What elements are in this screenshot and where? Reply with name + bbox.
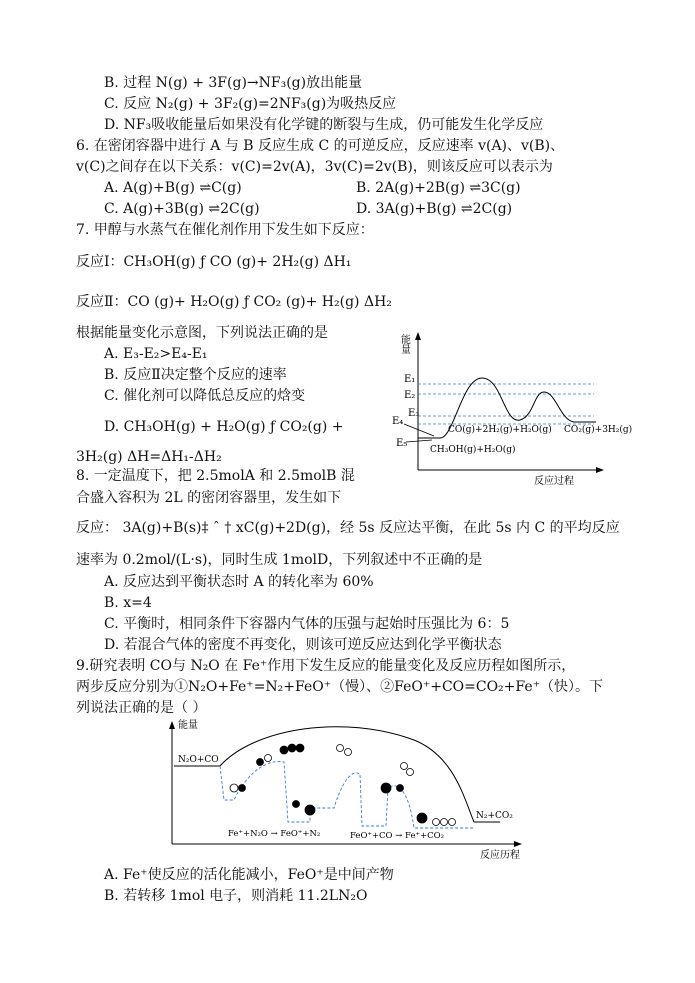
- fig1-y-label: 能量: [398, 334, 410, 354]
- q6-option-b: B. 2A(g)+2B(g) ⇌3C(g): [356, 180, 521, 196]
- q5-option-c: C. 反应 N₂(g) + 3F₂(g)=2NF₃(g)为吸热反应: [104, 96, 397, 112]
- q5-option-d: D. NF₃吸收能量后如果没有化学键的断裂与生成，仍可能发生化学反应: [104, 117, 544, 133]
- q7-option-c: C. 催化剂可以降低总反应的焓变: [104, 388, 306, 404]
- q7-question: 根据能量变化示意图，下列说法正确的是: [76, 325, 328, 341]
- q6-option-c: C. A(g)+3B(g) ⇌2C(g): [104, 201, 260, 217]
- q6-stem-line2: v(C)之间存在以下关系：v(C)=2v(A)，3v(C)=2v(B)，则该反应可以表示为: [76, 159, 553, 175]
- fig2-x-arrow: [514, 841, 522, 847]
- fig2-catalyzed-path: [220, 761, 474, 828]
- fig1-label-e2: E₂: [404, 390, 416, 401]
- q5-option-b: B. 过程 N(g) + 3F(g)→NF₃(g)放出能量: [104, 75, 363, 91]
- q8-option-c: C. 平衡时，相同条件下容器内气体的压强与起始时压强比为 6：5: [104, 616, 510, 632]
- q8-option-b: B. x=4: [104, 595, 152, 611]
- q8-stem-line1: 8. 一定温度下，把 2.5molA 和 2.5molB 混: [76, 468, 355, 484]
- fig1-stage-label-1: CO(g)+2H₂(g)+H₂O(g): [448, 425, 552, 435]
- fig2-y-arrow: [169, 721, 175, 729]
- q8-stem-line4: 速率为 0.2mol/(L·s)，同时生成 1molD，下列叙述中不正确的是: [76, 552, 483, 568]
- q8-stem-line3: 反应： 3A(g)+B(s)‡ ˆ † xC(g)+2D(g)，经 5s 反应达平衡，在此 5s 内 C 的平均反应: [76, 520, 620, 536]
- fig1-x-label: 反应过程: [534, 476, 574, 487]
- q9-option-b: B. 若转移 1mol 电子，则消耗 11.2LN₂O: [104, 888, 368, 904]
- fig1-x-arrow: [596, 467, 604, 473]
- q7-reaction-2: 反应Ⅱ：CO (g)+ H₂O(g) ƒ CO₂ (g)+ H₂(g) ΔH₂: [76, 294, 392, 310]
- q8-option-a: A. 反应达到平衡状态时 A 的转化率为 60%: [104, 574, 374, 590]
- fig2-envelope-curve: [174, 727, 500, 822]
- q7-option-b: B. 反应Ⅱ决定整个反应的速率: [104, 367, 287, 383]
- q7-option-d: D. CH₃OH(g) + H₂O(g) ƒ CO₂(g) +: [104, 419, 344, 435]
- q7-stem: 7. 甲醇与水蒸气在催化剂作用下发生如下反应：: [76, 222, 374, 238]
- fig1-e5-arrow: [406, 440, 432, 442]
- fig1-stage-label-2: CO₂(g)+3H₂(g): [564, 425, 633, 435]
- fig2-label-step2: FeO⁺+CO → Fe⁺+CO₂: [350, 831, 444, 841]
- q7-option-d-cont: 3H₂(g) ΔH=ΔH₁-ΔH₂: [76, 449, 222, 465]
- fig2-label-end: N₂+CO₂: [476, 811, 513, 821]
- q6-stem-line1: 6. 在密闭容器中进行 A 与 B 反应生成 C 的可逆反应，反应速率 v(A)、v(B)、: [76, 138, 565, 154]
- q9-stem-line1: 9.研究表明 CO与 N₂O 在 Fe⁺作用下发生反应的能量变化及反应历程如图所示，: [76, 658, 576, 674]
- fig1-label-e1: E₁: [404, 374, 416, 385]
- q8-stem-line2: 合盛入容积为 2L 的密闭容器里，发生如下: [76, 490, 342, 506]
- q9-option-a: A. Fe⁺使反应的活化能减小，FeO⁺是中间产物: [104, 867, 394, 883]
- fig2-label-step1: Fe⁺+N₂O → FeO⁺+N₂: [228, 829, 321, 839]
- q9-stem-line2: 两步反应分别为①N₂O+Fe⁺=N₂+FeO⁺（慢）、②FeO⁺+CO=CO₂+Fe⁺（快）。下: [76, 679, 604, 695]
- fig2-x-label: 反应历程: [480, 850, 520, 861]
- q8-option-d: D. 若混合气体的密度不再变化，则该可逆反应达到化学平衡状态: [104, 637, 502, 653]
- q9-energy-diagram: [164, 718, 534, 864]
- fig2-label-start: N₂O+CO: [178, 755, 219, 765]
- fig2-y-label: 能量: [178, 720, 198, 731]
- q6-option-d: D. 3A(g)+B(g) ⇌2C(g): [356, 201, 513, 217]
- fig1-label-e5: E₅: [396, 438, 408, 449]
- fig2-molecule-icons: [230, 744, 456, 826]
- q7-reaction-1: 反应Ⅰ：CH₃OH(g) ƒ CO (g)+ 2H₂(g) ΔH₁: [76, 254, 352, 270]
- fig1-label-e3: E₃: [408, 408, 420, 419]
- fig1-y-arrow: [415, 332, 421, 340]
- fig1-label-e4: E₄: [392, 416, 404, 427]
- q6-option-a: A. A(g)+B(g) ⇌C(g): [104, 180, 242, 196]
- fig1-stage-label-3: CH₃OH(g)+H₂O(g): [430, 445, 516, 455]
- fig1-e4-arrow: [404, 424, 434, 436]
- q9-stem-line3: 列说法正确的是（ ）: [76, 700, 207, 716]
- q7-option-a: A. E₃-E₂>E₄-E₁: [104, 346, 208, 362]
- q7-energy-diagram: [374, 320, 633, 490]
